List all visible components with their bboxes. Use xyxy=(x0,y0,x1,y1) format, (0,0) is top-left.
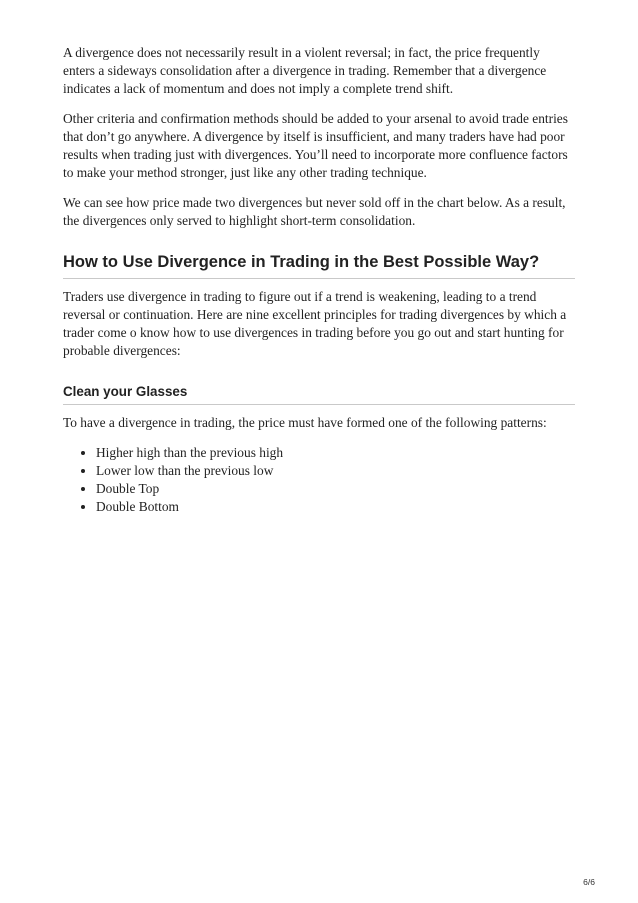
list-item: • Higher high than the previous high xyxy=(96,444,575,462)
document-page xyxy=(63,44,575,516)
paragraph-chart-note: We can see how price made two divergences but never sold off in the chart below. As a result, the divergences only served to highlight short-term consolidation. xyxy=(63,195,566,228)
section-intro-paragraph: Traders use divergence in trading to figure out if a trend is weakening, leading to a trend reversal or continuation. Here are nine excellent principles for trading divergences by which a trader come o know how to use divergences in trading before you go out and start hunting for probable divergences: xyxy=(63,289,567,358)
page-number: 6/6 xyxy=(583,877,595,887)
subsection-intro-paragraph: To have a divergence in trading, the price must have formed one of the following patterns: xyxy=(63,415,547,430)
subsection-heading: Clean your Glasses xyxy=(63,383,575,405)
list-item: • Double Bottom xyxy=(96,498,575,516)
list-item: • Double Top xyxy=(96,480,575,498)
paragraph-consolidation: A divergence does not necessarily result in a violent reversal; in fact, the price frequently enters a sideways consolidation after a divergence in trading. Remember that a divergence indicates a lack of momentum and does not imply a complete trend shift. xyxy=(63,45,547,96)
paragraph-confirmation: Other criteria and confirmation methods should be added to your arsenal to avoid trade entries that don’t go anywhere. A divergence by itself is insufficient, and many traders have had poor results when trading just with divergences. You’ll need to incorporate more confluence factors to make your method stronger, just like any other trading technique. xyxy=(63,111,568,180)
list-item: • Lower low than the previous low xyxy=(96,462,575,480)
pattern-list xyxy=(63,444,575,516)
section-heading: How to Use Divergence in Trading in the Best Possible Way? xyxy=(63,251,575,279)
